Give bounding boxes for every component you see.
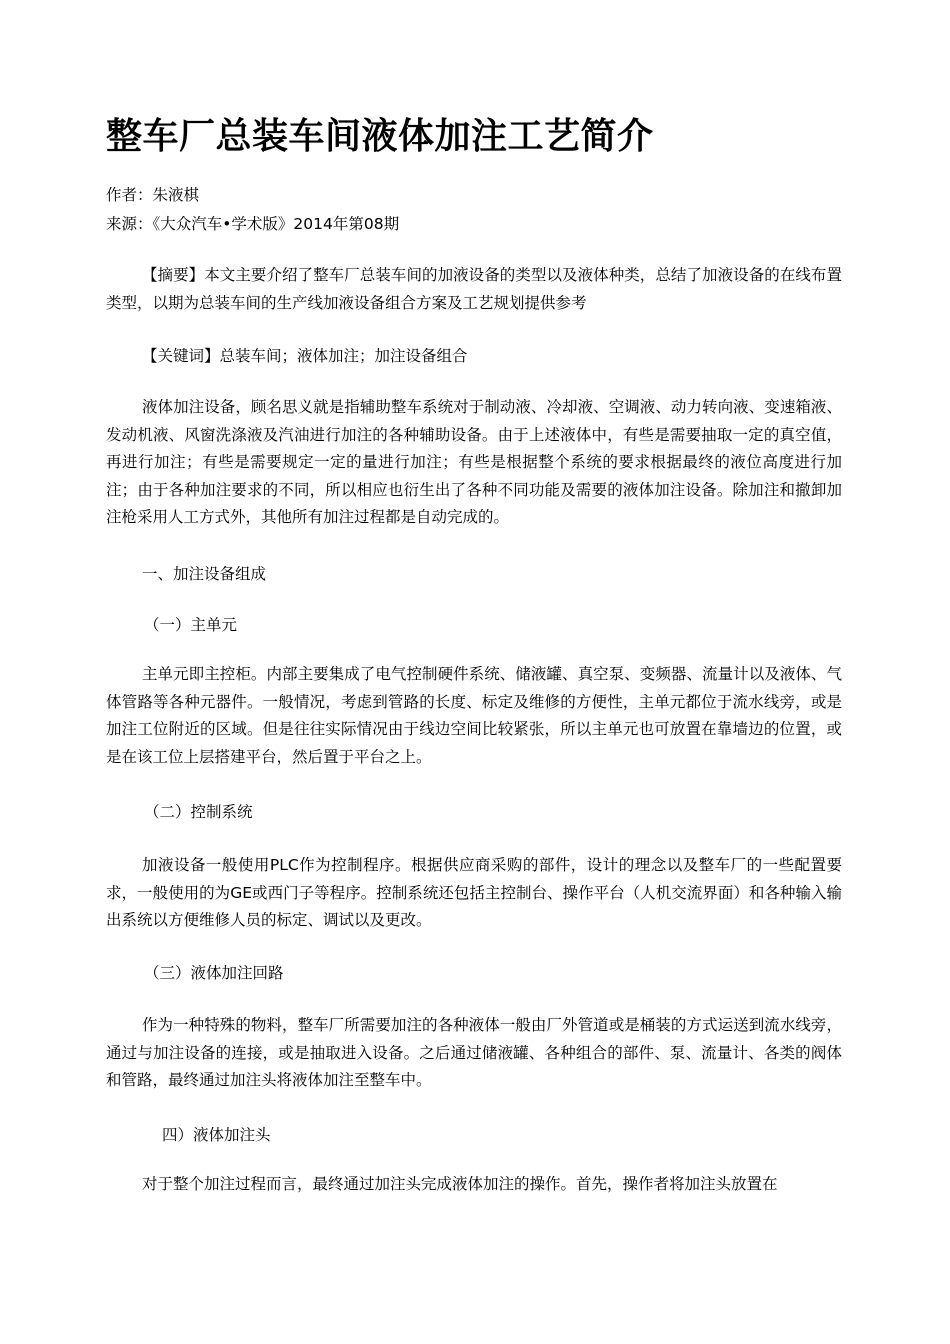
subsection-heading: 四）液体加注头 — [162, 1126, 271, 1144]
abstract-paragraph: 【摘要】本文主要介绍了整车厂总装车间的加液设备的类型以及液体种类，总结了加液设备的在线布置类型，以期为总装车间的生产线加液设备组合方案及工艺规划提供参考 — [106, 266, 842, 312]
source-line: 来源：《大众汽车•学术版》2014年第08期 — [106, 215, 400, 233]
subsection-heading: （二）控制系统 — [144, 803, 253, 821]
section-heading: 一、加注设备组成 — [142, 565, 267, 583]
body-paragraph: 对于整个加注过程而言，最终通过加注头完成液体加注的操作。首先，操作者将加注头放置在 — [142, 1175, 778, 1193]
body-paragraph: 主单元即主控柜。内部主要集成了电气控制硬件系统、储液罐、真空泵、变频器、流量计以及液体、气体管路等各种元器件。一般情况，考虑到管路的长度、标定及维修的方便性，主单元都位于流水线旁，或是加注工位附近的区域。但是往往实际情况由于线边空间比较紧张，所以主单元也可放置在靠墙边的位置，或是在该工位上层搭建平台，然后置于平台之上。 — [106, 665, 842, 766]
keywords-line: 【关键词】总装车间；液体加注；加注设备组合 — [142, 347, 468, 365]
intro-paragraph: 液体加注设备，顾名思义就是指辅助整车系统对于制动液、冷却液、空调液、动力转向液、变速箱液、发动机液、风窗洗涤液及汽油进行加注的各种辅助设备。由于上述液体中，有些是需要抽取一定的真空值，再进行加注；有些是需要规定一定的量进行加注；有些是根据整个系统的要求根据最终的液位高度进行加注；由于各种加注要求的不同，所以相应也衍生出了各种不同功能及需要的液体加注设备。除加注和撤卸加注枪采用人工方式外，其他所有加注过程都是自动完成的。 — [106, 398, 842, 526]
subsection-heading: （一）主单元 — [144, 616, 238, 634]
subsection-heading: （三）液体加注回路 — [144, 964, 284, 982]
body-paragraph: 加液设备一般使用PLC作为控制程序。根据供应商采购的部件，设计的理念以及整车厂的一些配置要求，一般使用的为GE或西门子等程序。控制系统还包括主控制台、操作平台（人机交流界面）和各种输入输出系统以方便维修人员的标定、调试以及更改。 — [106, 856, 842, 929]
author-line: 作者：朱液棋 — [106, 186, 200, 204]
article-title: 整车厂总装车间液体加注工艺简介 — [106, 116, 654, 157]
body-paragraph: 作为一种特殊的物料，整车厂所需要加注的各种液体一般由厂外管道或是桶装的方式运送到流水线旁，通过与加注设备的连接，或是抽取进入设备。之后通过储液罐、各种组合的部件、泵、流量计、各类的阀体和管路，最终通过加注头将液体加注至整车中。 — [106, 1016, 842, 1089]
